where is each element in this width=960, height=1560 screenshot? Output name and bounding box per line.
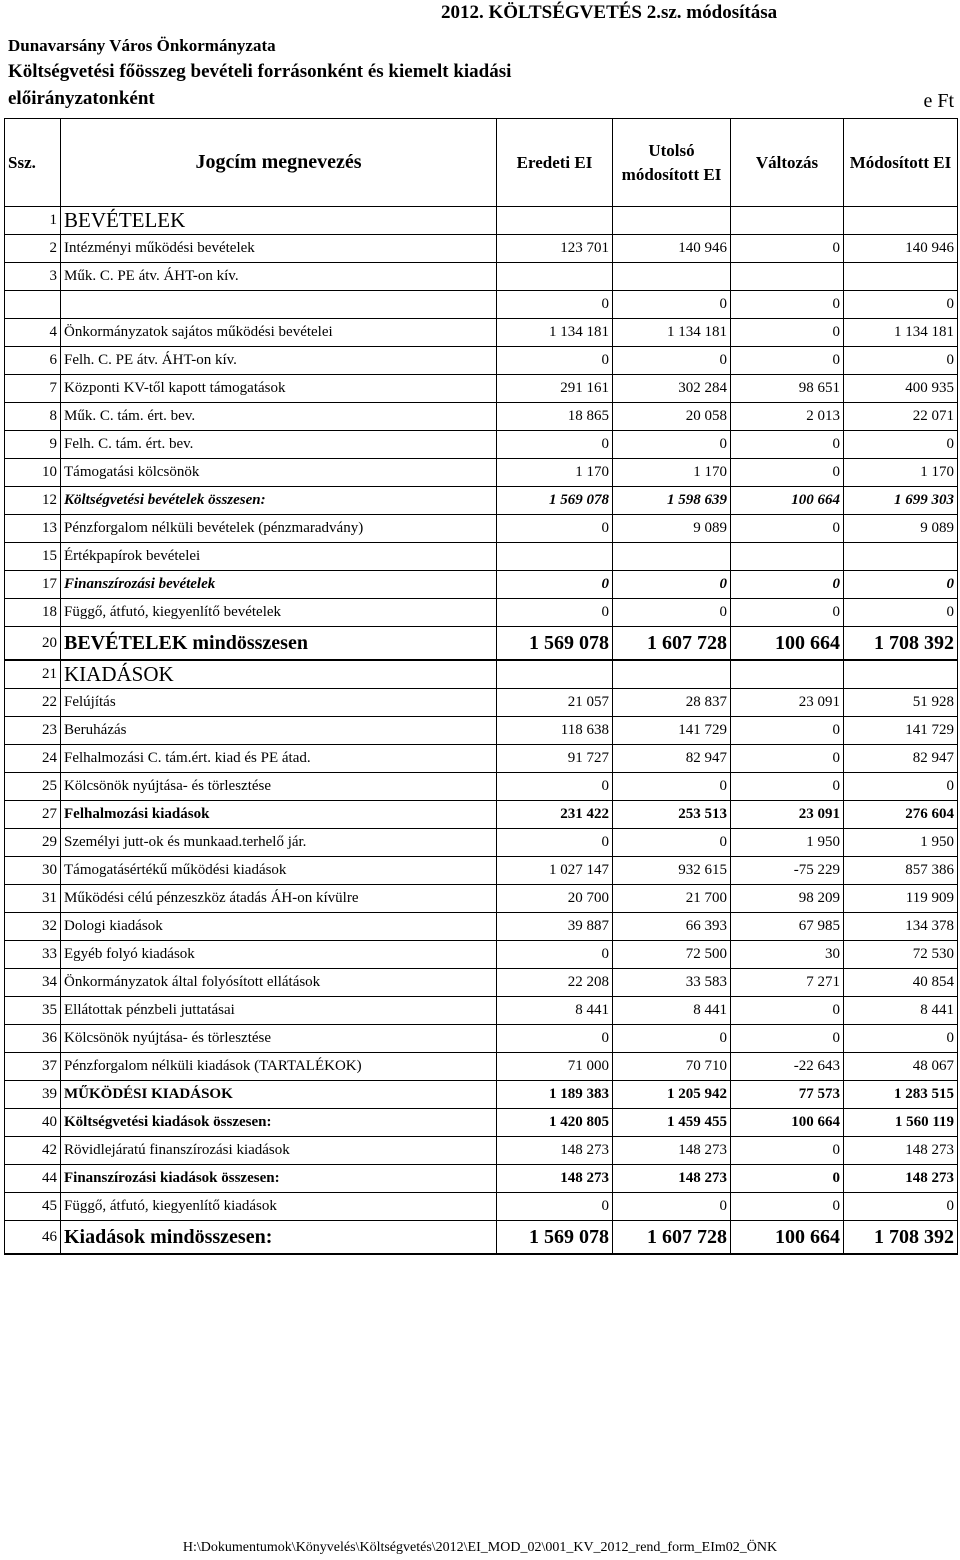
cell-last-modified: 253 513 <box>613 801 731 829</box>
row-number: 13 <box>5 515 61 543</box>
cell-original: 291 161 <box>497 375 613 403</box>
col-header-name: Jogcím megnevezés <box>61 119 497 207</box>
table-row <box>5 1109 958 1137</box>
table-row <box>5 263 958 291</box>
cell-modified: 0 <box>844 291 958 319</box>
cell-original: 0 <box>497 1193 613 1221</box>
table-row <box>5 235 958 263</box>
cell-original: 0 <box>497 431 613 459</box>
cell-modified: 48 067 <box>844 1053 958 1081</box>
currency-unit: e Ft <box>923 90 954 112</box>
table-row <box>5 627 958 661</box>
cell-modified: 140 946 <box>844 235 958 263</box>
row-label: Felújítás <box>61 689 497 717</box>
cell-last-modified: 1 598 639 <box>613 487 731 515</box>
organization-name: Dunavarsány Város Önkormányzata <box>8 36 276 55</box>
cell-modified: 0 <box>844 347 958 375</box>
table-row <box>5 689 958 717</box>
cell-last-modified <box>613 660 731 689</box>
cell-modified: 9 089 <box>844 515 958 543</box>
table-row <box>5 599 958 627</box>
row-number: 2 <box>5 235 61 263</box>
table-row <box>5 997 958 1025</box>
row-number: 46 <box>5 1221 61 1255</box>
cell-modified <box>844 543 958 571</box>
cell-original: 20 700 <box>497 885 613 913</box>
cell-original: 0 <box>497 773 613 801</box>
cell-original <box>497 660 613 689</box>
row-number: 35 <box>5 997 61 1025</box>
cell-modified: 119 909 <box>844 885 958 913</box>
cell-original: 18 865 <box>497 403 613 431</box>
table-row <box>5 660 958 689</box>
cell-change: 2 013 <box>731 403 844 431</box>
row-label: BEVÉTELEK <box>61 207 497 235</box>
cell-original: 1 569 078 <box>497 627 613 661</box>
cell-change: -75 229 <box>731 857 844 885</box>
row-number: 45 <box>5 1193 61 1221</box>
table-header-row <box>5 119 958 207</box>
cell-change: 0 <box>731 431 844 459</box>
cell-original: 39 887 <box>497 913 613 941</box>
row-number: 7 <box>5 375 61 403</box>
row-number: 27 <box>5 801 61 829</box>
row-label: Egyéb folyó kiadások <box>61 941 497 969</box>
cell-change: 77 573 <box>731 1081 844 1109</box>
cell-change: 0 <box>731 997 844 1025</box>
row-number: 6 <box>5 347 61 375</box>
cell-change: 23 091 <box>731 689 844 717</box>
row-number: 24 <box>5 745 61 773</box>
cell-original: 71 000 <box>497 1053 613 1081</box>
row-number: 37 <box>5 1053 61 1081</box>
table-row <box>5 801 958 829</box>
table-row <box>5 487 958 515</box>
table-row <box>5 941 958 969</box>
row-label: Működési célú pénzeszköz átadás ÁH-on kívülre <box>61 885 497 913</box>
row-label: Ellátottak pénzbeli juttatásai <box>61 997 497 1025</box>
row-number: 44 <box>5 1165 61 1193</box>
table-row <box>5 857 958 885</box>
col-header-last-modified: Utolsó módosított EI <box>613 119 731 207</box>
table-row <box>5 291 958 319</box>
cell-original: 148 273 <box>497 1137 613 1165</box>
file-path-footer: H:\Dokumentumok\Könyvelés\Költségvetés\2012\EI_MOD_02\001_KV_2012_rend_form_EIm02_ÖNK <box>182 1540 778 1555</box>
cell-last-modified: 33 583 <box>613 969 731 997</box>
row-label: Intézményi működési bevételek <box>61 235 497 263</box>
cell-last-modified: 21 700 <box>613 885 731 913</box>
table-row <box>5 431 958 459</box>
cell-change: 0 <box>731 347 844 375</box>
cell-modified: 0 <box>844 773 958 801</box>
cell-last-modified: 148 273 <box>613 1137 731 1165</box>
row-number: 1 <box>5 207 61 235</box>
cell-change: 98 651 <box>731 375 844 403</box>
cell-last-modified: 0 <box>613 1025 731 1053</box>
cell-original: 123 701 <box>497 235 613 263</box>
row-label: Rövidlejáratú finanszírozási kiadások <box>61 1137 497 1165</box>
row-label: Függő, átfutó, kiegyenlítő kiadások <box>61 1193 497 1221</box>
row-label: Beruházás <box>61 717 497 745</box>
cell-last-modified: 82 947 <box>613 745 731 773</box>
cell-original: 0 <box>497 291 613 319</box>
table-row <box>5 1193 958 1221</box>
row-label: Önkormányzatok által folyósított ellátások <box>61 969 497 997</box>
cell-original: 118 638 <box>497 717 613 745</box>
row-label: Műk. C. tám. ért. bev. <box>61 403 497 431</box>
cell-modified: 82 947 <box>844 745 958 773</box>
table-row <box>5 515 958 543</box>
row-label: Műk. C. PE átv. ÁHT-on kív. <box>61 263 497 291</box>
table-row <box>5 1025 958 1053</box>
row-number: 20 <box>5 627 61 661</box>
row-number: 32 <box>5 913 61 941</box>
row-label: KIADÁSOK <box>61 660 497 689</box>
cell-modified: 276 604 <box>844 801 958 829</box>
table-row <box>5 347 958 375</box>
table-row <box>5 543 958 571</box>
cell-original: 1 420 805 <box>497 1109 613 1137</box>
cell-original: 1 027 147 <box>497 857 613 885</box>
cell-original: 1 569 078 <box>497 487 613 515</box>
cell-modified: 1 708 392 <box>844 627 958 661</box>
cell-original: 231 422 <box>497 801 613 829</box>
row-number: 10 <box>5 459 61 487</box>
cell-change: 100 664 <box>731 487 844 515</box>
table-row <box>5 571 958 599</box>
row-number: 25 <box>5 773 61 801</box>
row-label: Önkormányzatok sajátos működési bevételei <box>61 319 497 347</box>
cell-original <box>497 543 613 571</box>
cell-change: 100 664 <box>731 1221 844 1255</box>
row-label: Központi KV-től kapott támogatások <box>61 375 497 403</box>
cell-original: 0 <box>497 829 613 857</box>
table-row <box>5 745 958 773</box>
cell-change: 0 <box>731 1165 844 1193</box>
col-header-original: Eredeti EI <box>497 119 613 207</box>
cell-last-modified: 1 170 <box>613 459 731 487</box>
cell-last-modified: 0 <box>613 829 731 857</box>
cell-original <box>497 207 613 235</box>
table-row <box>5 1221 958 1255</box>
table-row <box>5 829 958 857</box>
cell-original: 148 273 <box>497 1165 613 1193</box>
cell-change: 7 271 <box>731 969 844 997</box>
cell-last-modified <box>613 263 731 291</box>
cell-original: 0 <box>497 941 613 969</box>
cell-last-modified: 1 607 728 <box>613 627 731 661</box>
table-row <box>5 773 958 801</box>
cell-modified: 8 441 <box>844 997 958 1025</box>
row-number: 22 <box>5 689 61 717</box>
table-row <box>5 885 958 913</box>
cell-last-modified: 66 393 <box>613 913 731 941</box>
row-number: 9 <box>5 431 61 459</box>
table-row <box>5 1165 958 1193</box>
document-title: 2012. KÖLTSÉGVETÉS 2.sz. módosítása <box>441 2 778 23</box>
cell-change: 100 664 <box>731 627 844 661</box>
table-row <box>5 375 958 403</box>
cell-modified: 22 071 <box>844 403 958 431</box>
row-number: 3 <box>5 263 61 291</box>
table-row <box>5 1081 958 1109</box>
cell-last-modified: 8 441 <box>613 997 731 1025</box>
cell-modified: 1 708 392 <box>844 1221 958 1255</box>
cell-change: 0 <box>731 515 844 543</box>
cell-last-modified: 140 946 <box>613 235 731 263</box>
cell-modified: 1 134 181 <box>844 319 958 347</box>
col-header-modified: Módosított EI <box>844 119 958 207</box>
cell-original: 1 134 181 <box>497 319 613 347</box>
cell-last-modified: 0 <box>613 431 731 459</box>
cell-change: 0 <box>731 1193 844 1221</box>
cell-last-modified: 148 273 <box>613 1165 731 1193</box>
cell-modified: 857 386 <box>844 857 958 885</box>
row-number: 42 <box>5 1137 61 1165</box>
row-label: Személyi jutt-ok és munkaad.terhelő jár. <box>61 829 497 857</box>
cell-original: 91 727 <box>497 745 613 773</box>
row-label: Finanszírozási bevételek <box>61 571 497 599</box>
row-label <box>61 291 497 319</box>
cell-modified: 1 283 515 <box>844 1081 958 1109</box>
row-label: Felh. C. tám. ért. bev. <box>61 431 497 459</box>
row-number: 40 <box>5 1109 61 1137</box>
cell-change: 1 950 <box>731 829 844 857</box>
cell-last-modified: 20 058 <box>613 403 731 431</box>
cell-modified: 0 <box>844 599 958 627</box>
col-header-ssz: Ssz. <box>5 119 61 207</box>
cell-change: 0 <box>731 745 844 773</box>
table-row <box>5 969 958 997</box>
cell-change: 0 <box>731 459 844 487</box>
cell-last-modified: 0 <box>613 347 731 375</box>
row-number: 8 <box>5 403 61 431</box>
cell-last-modified: 72 500 <box>613 941 731 969</box>
cell-original: 21 057 <box>497 689 613 717</box>
cell-last-modified: 1 459 455 <box>613 1109 731 1137</box>
cell-change: -22 643 <box>731 1053 844 1081</box>
cell-original: 8 441 <box>497 997 613 1025</box>
row-number: 29 <box>5 829 61 857</box>
table-row <box>5 403 958 431</box>
cell-modified <box>844 207 958 235</box>
cell-last-modified: 0 <box>613 599 731 627</box>
row-number: 30 <box>5 857 61 885</box>
cell-original: 1 569 078 <box>497 1221 613 1255</box>
cell-change: 0 <box>731 1025 844 1053</box>
cell-modified: 0 <box>844 1193 958 1221</box>
row-label: Felhalmozási kiadások <box>61 801 497 829</box>
row-number: 17 <box>5 571 61 599</box>
cell-modified: 1 170 <box>844 459 958 487</box>
cell-change <box>731 207 844 235</box>
cell-modified: 1 699 303 <box>844 487 958 515</box>
row-number: 15 <box>5 543 61 571</box>
cell-last-modified: 1 607 728 <box>613 1221 731 1255</box>
cell-original: 0 <box>497 515 613 543</box>
cell-modified: 134 378 <box>844 913 958 941</box>
row-label: Támogatásértékű működési kiadások <box>61 857 497 885</box>
cell-modified: 148 273 <box>844 1165 958 1193</box>
table-row <box>5 1053 958 1081</box>
cell-modified <box>844 263 958 291</box>
budget-table-body <box>5 207 958 1255</box>
cell-original: 0 <box>497 1025 613 1053</box>
cell-modified: 1 950 <box>844 829 958 857</box>
cell-change: 0 <box>731 599 844 627</box>
row-number: 31 <box>5 885 61 913</box>
row-label: Felhalmozási C. tám.ért. kiad és PE átad. <box>61 745 497 773</box>
cell-change: 98 209 <box>731 885 844 913</box>
cell-original: 0 <box>497 571 613 599</box>
row-label: Függő, átfutó, kiegyenlítő bevételek <box>61 599 497 627</box>
cell-modified: 0 <box>844 431 958 459</box>
cell-change: 23 091 <box>731 801 844 829</box>
row-label: Költségvetési bevételek összesen: <box>61 487 497 515</box>
cell-last-modified: 302 284 <box>613 375 731 403</box>
cell-modified: 0 <box>844 1025 958 1053</box>
cell-original: 0 <box>497 347 613 375</box>
row-number <box>5 291 61 319</box>
table-row <box>5 913 958 941</box>
row-label: Pénzforgalom nélküli bevételek (pénzmaradvány) <box>61 515 497 543</box>
cell-modified: 72 530 <box>844 941 958 969</box>
cell-original: 1 170 <box>497 459 613 487</box>
cell-modified: 1 560 119 <box>844 1109 958 1137</box>
row-number: 18 <box>5 599 61 627</box>
cell-modified: 400 935 <box>844 375 958 403</box>
cell-change: 0 <box>731 235 844 263</box>
table-row <box>5 717 958 745</box>
cell-change <box>731 263 844 291</box>
cell-change: 0 <box>731 773 844 801</box>
cell-change: 100 664 <box>731 1109 844 1137</box>
cell-last-modified: 0 <box>613 1193 731 1221</box>
row-number: 12 <box>5 487 61 515</box>
cell-last-modified: 9 089 <box>613 515 731 543</box>
cell-modified: 51 928 <box>844 689 958 717</box>
table-row <box>5 459 958 487</box>
row-label: Kölcsönök nyújtása- és törlesztése <box>61 773 497 801</box>
cell-original <box>497 263 613 291</box>
cell-modified: 148 273 <box>844 1137 958 1165</box>
row-label: Dologi kiadások <box>61 913 497 941</box>
row-number: 23 <box>5 717 61 745</box>
cell-last-modified <box>613 207 731 235</box>
cell-last-modified: 932 615 <box>613 857 731 885</box>
row-label: Finanszírozási kiadások összesen: <box>61 1165 497 1193</box>
cell-modified: 0 <box>844 571 958 599</box>
cell-change: 0 <box>731 571 844 599</box>
cell-last-modified: 0 <box>613 571 731 599</box>
cell-original: 0 <box>497 599 613 627</box>
row-label: Kölcsönök nyújtása- és törlesztése <box>61 1025 497 1053</box>
row-number: 34 <box>5 969 61 997</box>
table-row <box>5 319 958 347</box>
cell-last-modified: 1 205 942 <box>613 1081 731 1109</box>
budget-table <box>4 118 958 1255</box>
cell-modified: 40 854 <box>844 969 958 997</box>
row-label: BEVÉTELEK mindösszesen <box>61 627 497 661</box>
row-label: MŰKÖDÉSI KIADÁSOK <box>61 1081 497 1109</box>
cell-change <box>731 660 844 689</box>
cell-change: 0 <box>731 1137 844 1165</box>
col-header-change: Változás <box>731 119 844 207</box>
cell-change: 0 <box>731 291 844 319</box>
cell-last-modified <box>613 543 731 571</box>
row-number: 39 <box>5 1081 61 1109</box>
table-row <box>5 207 958 235</box>
row-label: Költségvetési kiadások összesen: <box>61 1109 497 1137</box>
cell-last-modified: 0 <box>613 291 731 319</box>
row-label: Pénzforgalom nélküli kiadások (TARTALÉKOK) <box>61 1053 497 1081</box>
cell-modified: 141 729 <box>844 717 958 745</box>
row-number: 36 <box>5 1025 61 1053</box>
cell-last-modified: 28 837 <box>613 689 731 717</box>
cell-change: 30 <box>731 941 844 969</box>
cell-last-modified: 141 729 <box>613 717 731 745</box>
cell-change <box>731 543 844 571</box>
row-label: Támogatási kölcsönök <box>61 459 497 487</box>
row-label: Értékpapírok bevételei <box>61 543 497 571</box>
row-label: Felh. C. PE átv. ÁHT-on kív. <box>61 347 497 375</box>
cell-change: 0 <box>731 717 844 745</box>
cell-last-modified: 1 134 181 <box>613 319 731 347</box>
row-label: Kiadások mindösszesen: <box>61 1221 497 1255</box>
cell-modified <box>844 660 958 689</box>
cell-original: 22 208 <box>497 969 613 997</box>
cell-last-modified: 70 710 <box>613 1053 731 1081</box>
cell-original: 1 189 383 <box>497 1081 613 1109</box>
cell-last-modified: 0 <box>613 773 731 801</box>
row-number: 33 <box>5 941 61 969</box>
document-subtitle: Költségvetési főösszeg bevételi forrásonként és kiemelt kiadási előirányzatonként <box>8 61 512 109</box>
cell-change: 0 <box>731 319 844 347</box>
row-number: 4 <box>5 319 61 347</box>
cell-change: 67 985 <box>731 913 844 941</box>
table-row <box>5 1137 958 1165</box>
row-number: 21 <box>5 660 61 689</box>
